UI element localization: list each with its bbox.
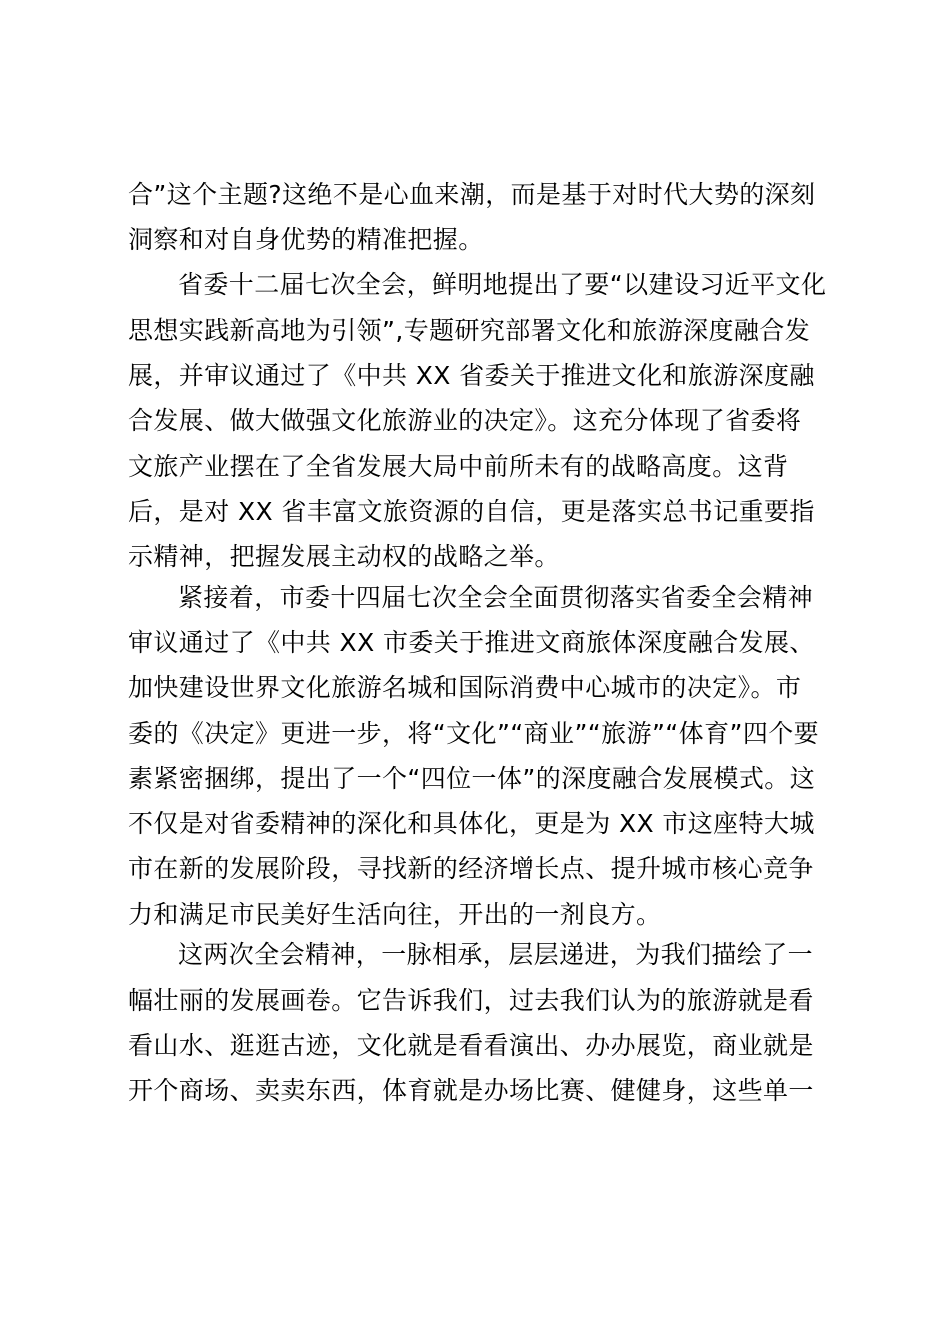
text-line: 展，并审议通过了《中共 XX 省委关于推进文化和旅游深度融 [128,361,815,390]
text-line: 合发展、做大做强文化旅游业的决定》。这充分体现了省委将 [128,406,802,435]
text-line: 看山水、逛逛古迹，文化就是看看演出、办办展览，商业就是 [128,1031,814,1060]
text-line: 文旅产业摆在了全省发展大局中前所未有的战略高度。这背 [128,452,789,481]
text-line: 幅壮丽的发展画卷。它告诉我们，过去我们认为的旅游就是看 [128,986,814,1015]
text-line: 思想实践新高地为引领”,专题研究部署文化和旅游深度融合发 [128,316,811,345]
paragraph-first-line: 省委十二届七次全会，鲜明地提出了要“以建设习近平文化 [178,270,827,299]
text-line: 不仅是对省委精神的深化和具体化，更是为 XX 市这座特大城 [128,809,815,838]
text-line: 开个商场、卖卖东西，体育就是办场比赛、健健身，这些单一 [128,1076,814,1105]
text-line: 后，是对 XX 省丰富文旅资源的自信，更是落实总书记重要指 [128,497,815,526]
text-line: 审议通过了《中共 XX 市委关于推进文商旅体深度融合发展、 [128,628,815,657]
text-line: 素紧密捆绑，提出了一个“四位一体”的深度融合发展模式。这 [128,764,816,793]
text-line: 示精神，把握发展主动权的战略之举。 [128,542,560,571]
text-line: 合”这个主题?这绝不是心血来潮，而是基于对时代大势的深刻 [128,180,816,209]
text-line: 力和满足市民美好生活向往，开出的一剂良方。 [128,900,662,929]
text-line: 加快建设世界文化旅游名城和国际消费中心城市的决定》。市 [128,673,802,702]
text-line: 洞察和对自身优势的精准把握。 [128,225,484,254]
text-line: 市在新的发展阶段，寻找新的经济增长点、提升城市核心竞争 [128,854,814,883]
paragraph-first-line: 紧接着，市委十四届七次全会全面贯彻落实省委全会精神 [178,583,814,612]
text-line: 委的《决定》更进一步，将“文化”“商业”“旅游”“体育”四个要 [128,719,820,748]
paragraph-first-line: 这两次全会精神，一脉相承，层层递进，为我们描绘了一 [178,940,814,969]
